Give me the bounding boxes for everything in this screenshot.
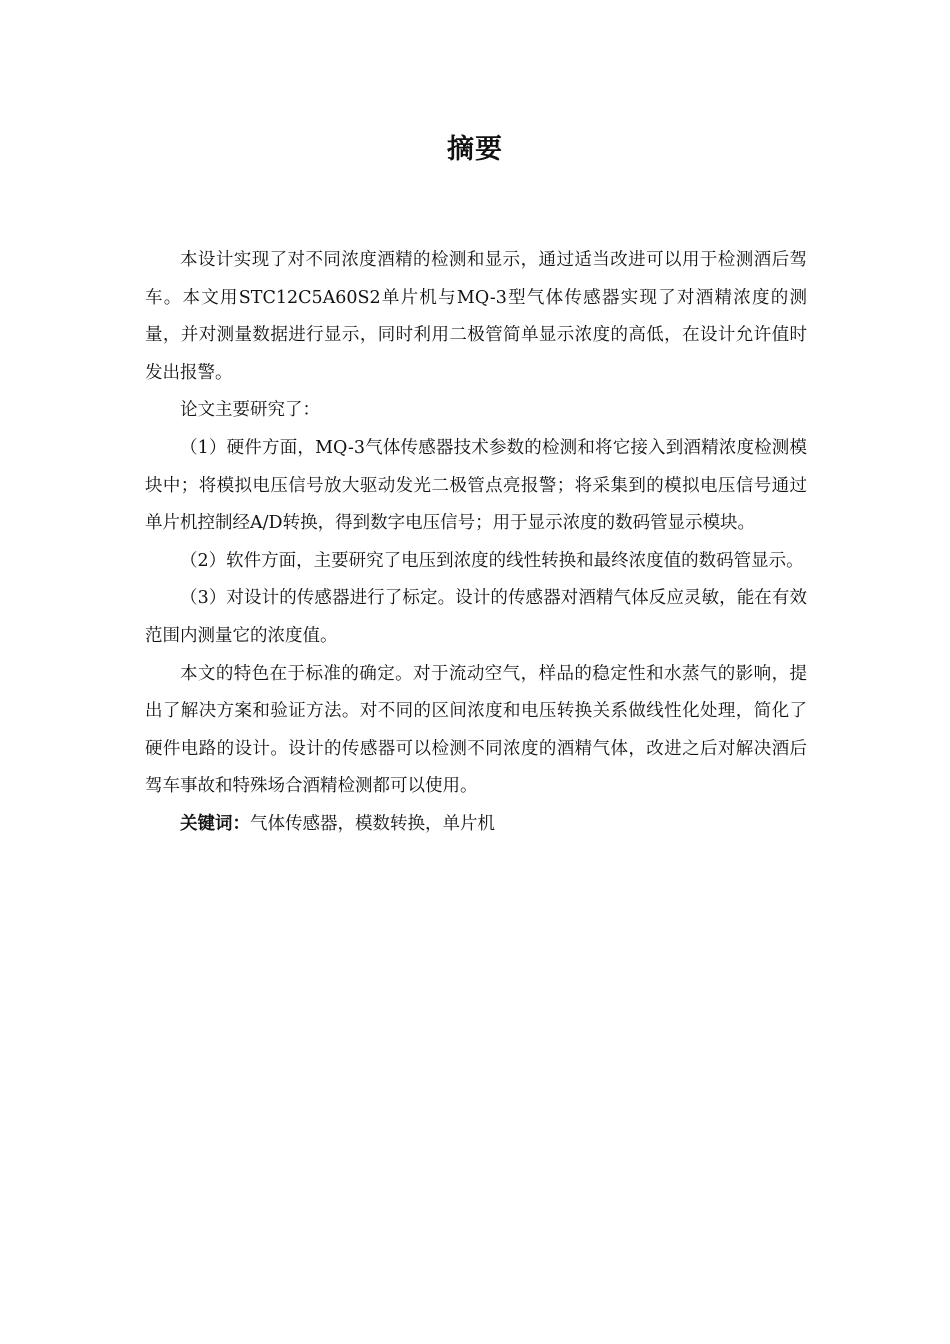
keywords-label: 关键词： (180, 813, 250, 834)
abstract-paragraph-features: 本文的特色在于标准的确定。对于流动空气，样品的稳定性和水蒸气的影响，提出了解决方案和验证方法。对不同的区间浓度和电压转换关系做线性化处理，简化了硬件电路的设计。设计的传感器可以检测不同浓度的酒精气体，改进之后对解决酒后驾车事故和特殊场合酒精检测都可以使用。 (145, 663, 807, 797)
keywords-line (145, 806, 807, 844)
abstract-paragraph-hardware: （1）硬件方面，MQ-3气体传感器技术参数的检测和将它接入到酒精浓度检测模块中；将模拟电压信号放大驱动发光二极管点亮报警；将采集到的模拟电压信号通过单片机控制经A/D转换，得到数字电压信号；用于显示浓度的数码管显示模块。 (145, 437, 807, 534)
keywords-text: 气体传感器，模数转换，单片机 (250, 813, 495, 834)
abstract-paragraph-calibration: （3）对设计的传感器进行了标定。设计的传感器对酒精气体反应灵敏，能在有效范围内测量它的浓度值。 (145, 588, 807, 646)
abstract-paragraph-intro: 本设计实现了对不同浓度酒精的检测和显示，通过适当改进可以用于检测酒后驾车。本文用STC12C5A60S2单片机与MQ-3型气体传感器实现了对酒精浓度的测量，并对测量数据进行显示，同时利用二极管简单显示浓度的高低，在设计允许值时发出报警。 (145, 250, 807, 383)
page-title: 摘要 (447, 134, 503, 165)
abstract-body (145, 242, 807, 844)
abstract-paragraph-research-lead: 论文主要研究了： (180, 400, 320, 421)
abstract-paragraph-software: （2）软件方面，主要研究了电压到浓度的线性转换和最终浓度值的数码管显示。 (180, 550, 804, 571)
